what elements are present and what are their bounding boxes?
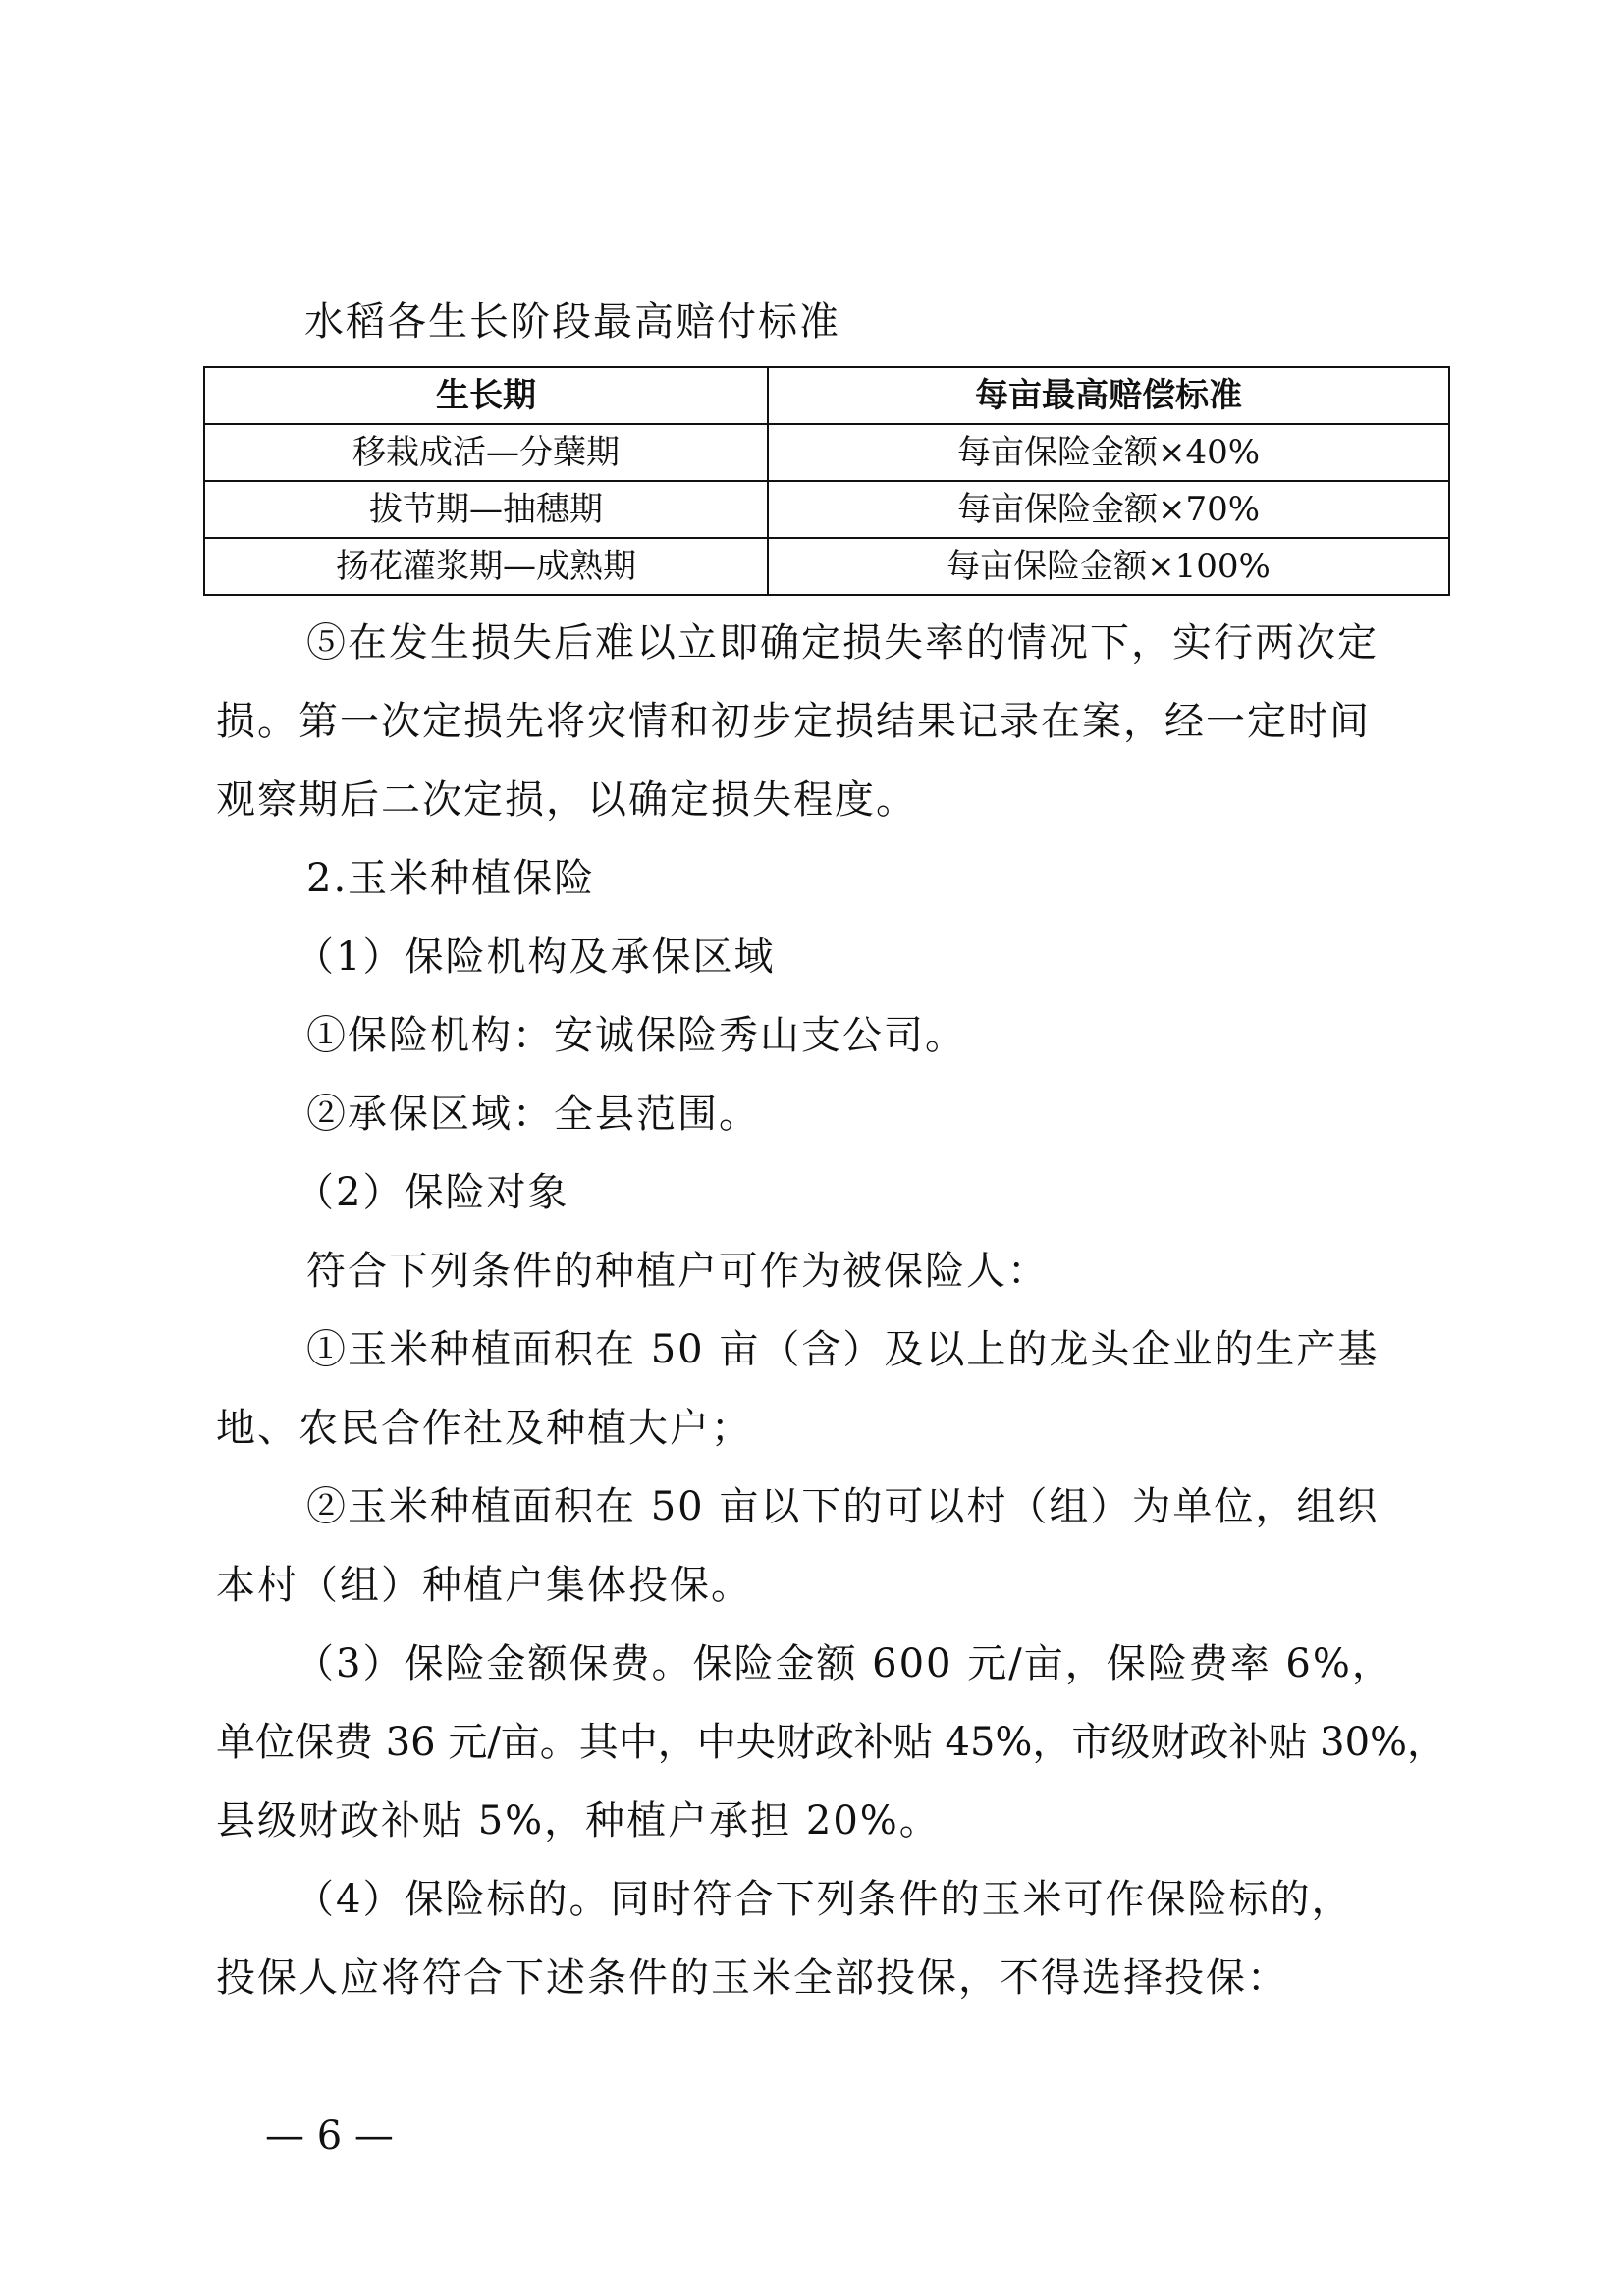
paragraph-coverage-area: [216, 1075, 1434, 1153]
subsection-heading-institution-area: [216, 918, 1434, 996]
paragraph-text: （3）保险金额保费。保险金额 600 元/亩，保险费率 6%，: [295, 1641, 1393, 1686]
paragraph-eligibility-small-growers: [216, 1468, 1434, 1625]
paragraph-eligibility: [216, 1232, 1434, 1310]
table-header-row: [204, 367, 1449, 424]
paragraph-eligibility-large-growers: [216, 1310, 1434, 1468]
table-cell-stage: 拔节期—抽穗期: [204, 481, 768, 538]
table-cell-standard: 每亩保险金额×100%: [768, 538, 1449, 595]
compensation-standards-table: [203, 366, 1450, 596]
table-row: [204, 538, 1449, 595]
paragraph-text: 地、农民合作社及种植大户；: [216, 1406, 752, 1451]
heading-text: （2）保险对象: [295, 1170, 569, 1215]
paragraph-text: ②玉米种植面积在 50 亩以下的可以村（组）为单位，组织: [306, 1484, 1380, 1529]
paragraph-text: ⑤在发生损失后难以立即确定损失率的情况下，实行两次定: [306, 620, 1379, 666]
paragraph-text: 县级财政补贴 5%，种植户承担 20%。: [216, 1798, 941, 1843]
page-number: — 6 —: [265, 2113, 394, 2159]
paragraph-text: ①保险机构：安诚保险秀山支公司。: [306, 1013, 966, 1058]
paragraph-insured-subject: [216, 1860, 1434, 2017]
paragraph-premium-amounts: [216, 1625, 1447, 1860]
paragraph-insurer: [216, 996, 1434, 1075]
paragraph-text: 符合下列条件的种植户可作为被保险人：: [306, 1249, 1049, 1294]
table-header-max-compensation: 每亩最高赔偿标准: [768, 367, 1449, 424]
table-cell-stage: 扬花灌浆期—成熟期: [204, 538, 768, 595]
table-row: [204, 424, 1449, 481]
table-cell-standard: 每亩保险金额×40%: [768, 424, 1449, 481]
paragraph-text: （4）保险标的。同时符合下列条件的玉米可作保险标的，: [295, 1877, 1353, 1922]
paragraph-text: 观察期后二次定损，以确定损失程度。: [216, 777, 917, 823]
paragraph-text: 单位保费 36 元/亩。其中，中央财政补贴 45%，市级财政补贴 30%，: [216, 1720, 1447, 1765]
subsection-heading-insured-objects: [216, 1153, 1434, 1232]
heading-text: （1）保险机构及承保区域: [295, 934, 776, 980]
table-header-growth-stage: 生长期: [204, 367, 768, 424]
paragraph-text: ①玉米种植面积在 50 亩（含）及以上的龙头企业的生产基: [306, 1327, 1380, 1372]
heading-text: 2.玉米种植保险: [306, 856, 596, 901]
table-row: [204, 481, 1449, 538]
paragraph-text: 本村（组）种植户集体投保。: [216, 1563, 752, 1608]
paragraph-text: ②承保区域：全县范围。: [306, 1092, 760, 1137]
paragraph-text: 投保人应将符合下述条件的玉米全部投保，不得选择投保：: [216, 1955, 1288, 2001]
section-heading-corn-insurance: [216, 839, 1434, 918]
paragraph-two-stage-loss-assessment: [216, 604, 1434, 839]
table-cell-standard: 每亩保险金额×70%: [768, 481, 1449, 538]
paragraph-text: 损。第一次定损先将灾情和初步定损结果记录在案，经一定时间: [216, 699, 1371, 744]
table-caption: 水稻各生长阶段最高赔付标准: [304, 299, 840, 345]
table-cell-stage: 移栽成活—分蘖期: [204, 424, 768, 481]
